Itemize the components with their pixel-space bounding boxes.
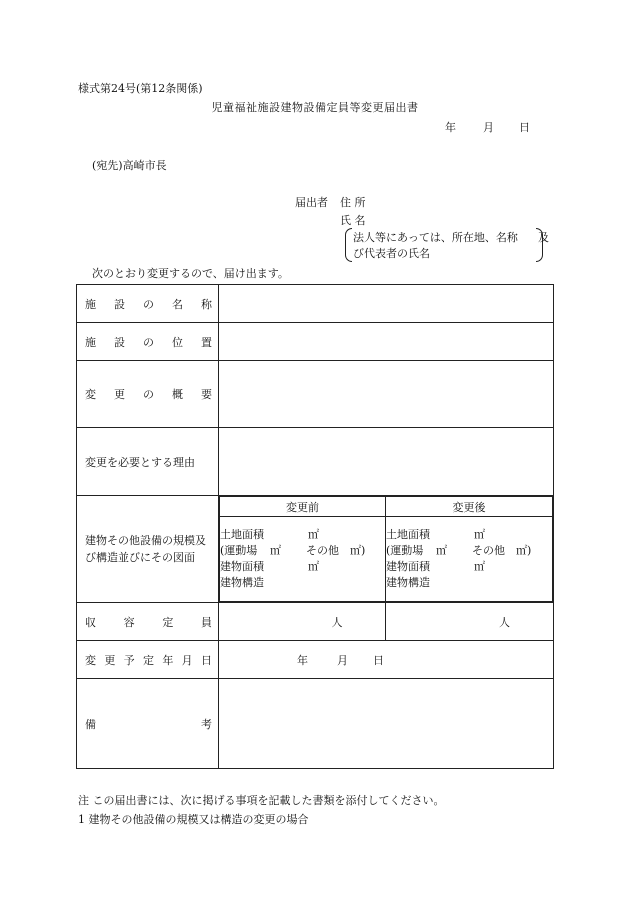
note-main: 注 この届出書には、次に掲げる事項を記載した書類を添付してください。 [78, 794, 445, 807]
capacity-label: 収 容 定 員 [77, 603, 219, 641]
change-summary-field[interactable] [219, 361, 554, 428]
facility-location-field[interactable] [219, 323, 554, 361]
reason-field[interactable] [219, 428, 554, 496]
facility-name-field[interactable] [219, 285, 554, 323]
capacity-before-field[interactable]: 人 [219, 603, 386, 641]
name-label: 氏 名 [340, 214, 366, 227]
row-facility-location [77, 323, 554, 361]
left-bracket [345, 228, 352, 262]
note-item-1: 1 建物その他設備の規模又は構造の変更の場合 [78, 813, 309, 826]
before-header: 変更前 [220, 497, 386, 517]
document-title: 児童福祉施設建物設備定員等変更届出書 [211, 101, 419, 114]
reason-label: 変更を必要とする理由 [77, 428, 219, 496]
form-number: 様式第24号(第12条関係) [78, 82, 203, 95]
building-inner-table [219, 496, 553, 602]
date-year: 年 [445, 121, 456, 134]
change-form-table [76, 284, 554, 769]
remarks-label: 備 考 [77, 679, 219, 769]
corp-note-line2: び代表者の氏名 [353, 247, 430, 260]
intro-text: 次のとおり変更するので、届け出ます。 [92, 267, 289, 280]
after-areas[interactable]: 土地面積 ㎡ (運動場 ㎡ その他 ㎡) 建物面積 ㎡ 建物構造 [386, 517, 553, 602]
row-scheduled-date [77, 641, 554, 679]
scheduled-date-label: 変 更 予 定 年 月 日 [77, 641, 219, 679]
row-facility-name [77, 285, 554, 323]
addressee: (宛先)高崎市長 [92, 159, 167, 172]
date-day: 日 [519, 121, 530, 134]
before-areas[interactable]: 土地面積 ㎡ (運動場 ㎡ その他 ㎡) 建物面積 ㎡ 建物構造 [220, 517, 386, 602]
building-label: 建物その他設備の規模及 び構造並びにその図面 [77, 496, 219, 603]
corp-note-tail: 及 [538, 231, 549, 244]
row-change-summary [77, 361, 554, 428]
applicant-label: 届出者 [295, 196, 328, 209]
row-reason [77, 428, 554, 496]
remarks-field[interactable] [219, 679, 554, 769]
address-label: 住 所 [340, 196, 366, 209]
row-building [77, 496, 554, 603]
after-header: 変更後 [386, 497, 553, 517]
capacity-after-field[interactable]: 人 [386, 603, 554, 641]
date-month: 月 [483, 121, 494, 134]
corp-note-line1: 法人等にあっては、所在地、名称 [353, 231, 518, 244]
facility-name-label: 施 設 の 名 称 [77, 285, 219, 323]
scheduled-date-field[interactable]: 年 月 日 [219, 641, 554, 679]
corporate-note [340, 228, 552, 262]
change-summary-label: 変 更 の 概 要 [77, 361, 219, 428]
facility-location-label: 施 設 の 位 置 [77, 323, 219, 361]
row-capacity [77, 603, 554, 641]
row-remarks [77, 679, 554, 769]
submission-date [445, 119, 530, 135]
building-details [219, 496, 554, 603]
